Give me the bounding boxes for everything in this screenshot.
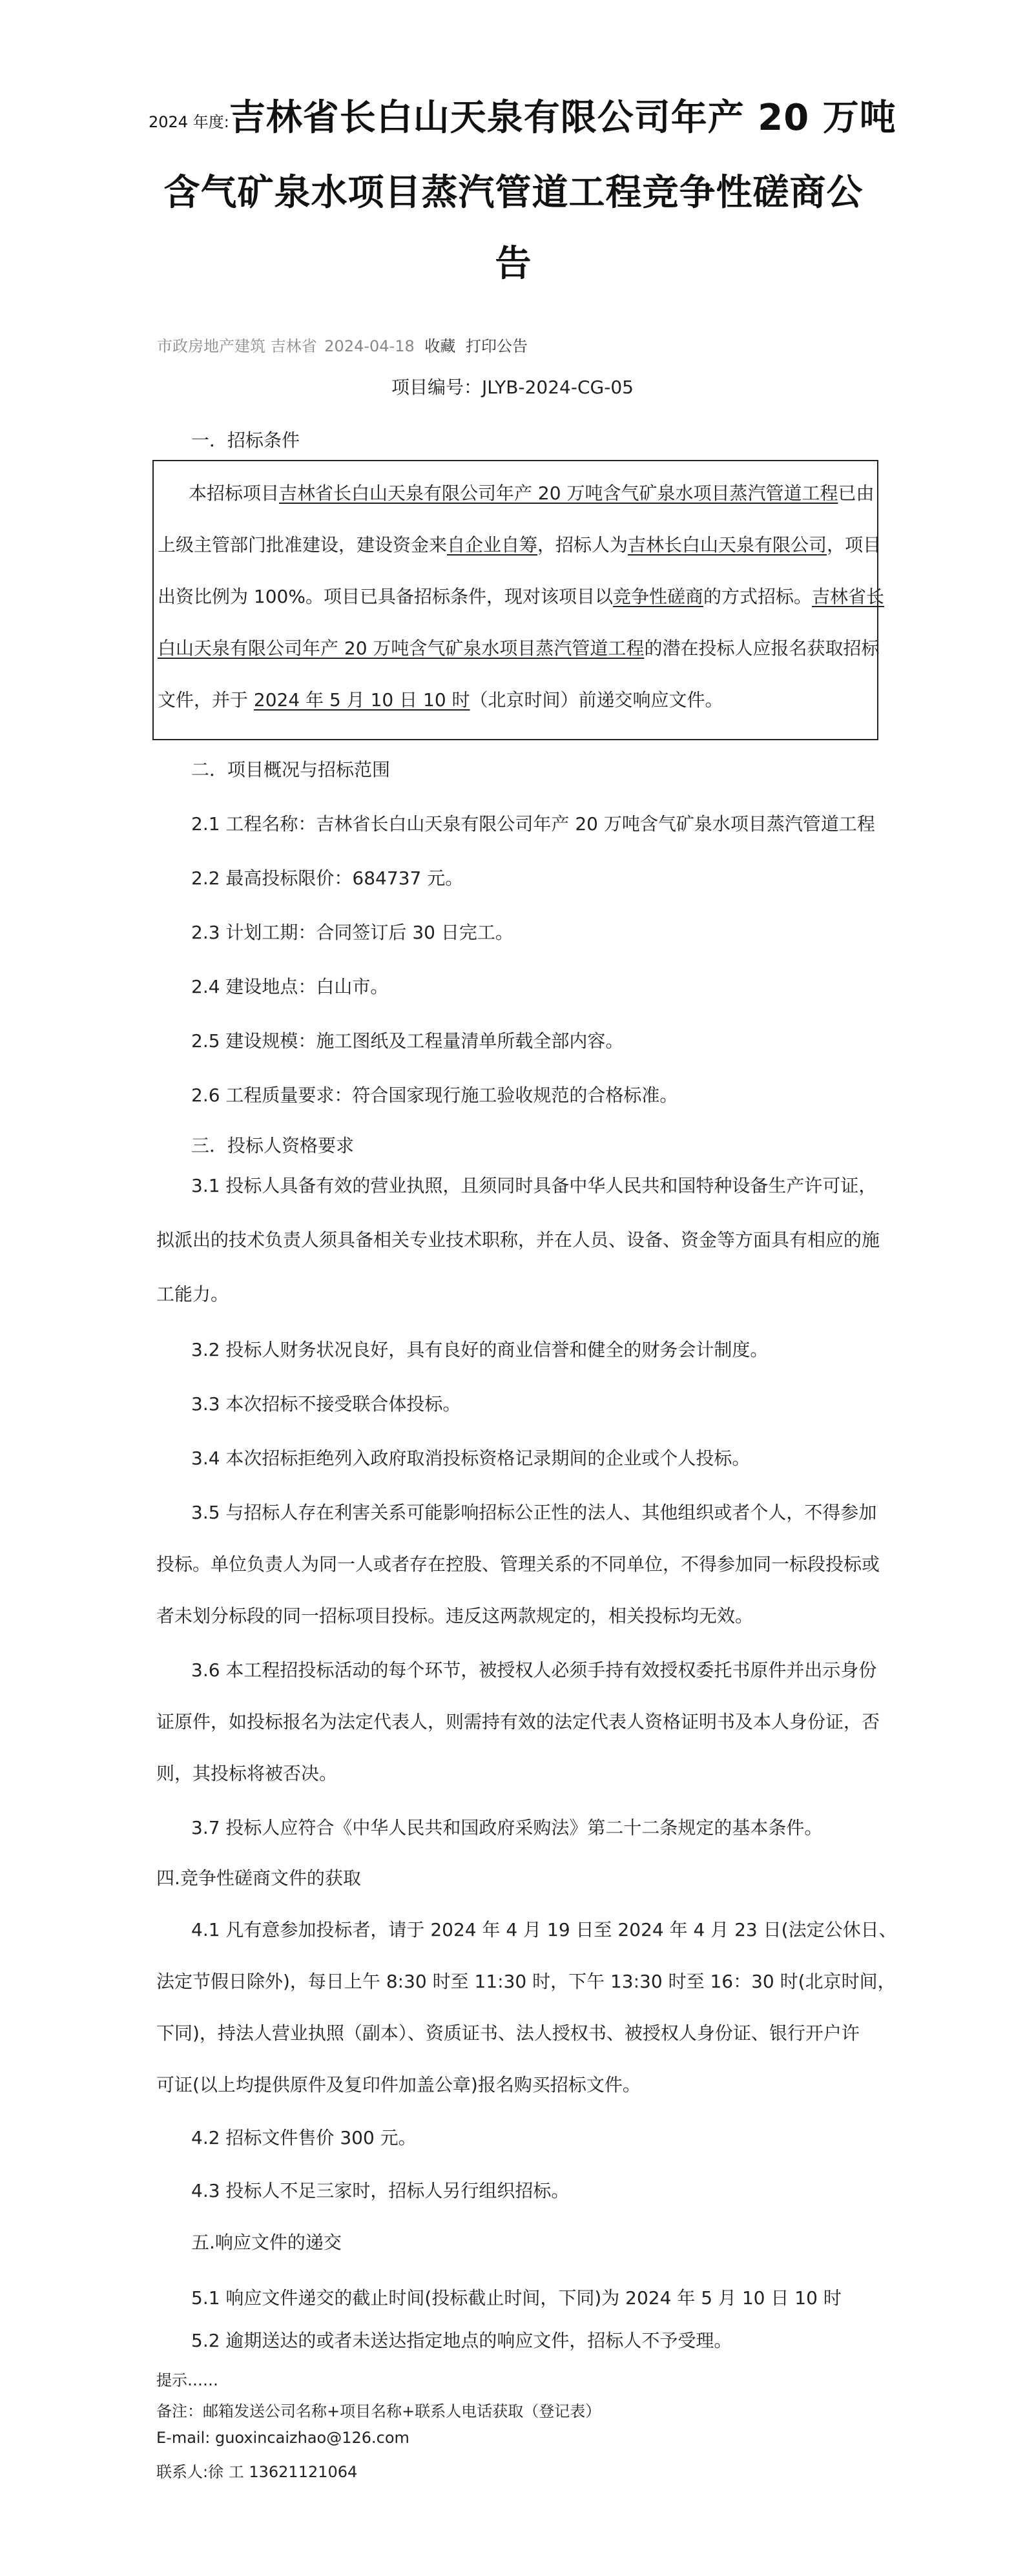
s1-method: 竞争性磋商 (612, 586, 703, 607)
s1-text: ，项目 (827, 534, 882, 556)
section-3-heading: 三．投标人资格要求 (191, 1135, 355, 1156)
s1-project-name: 吉林省长白山天泉有限公司年产 20 万吨含气矿泉水项目蒸汽管道工程 (279, 483, 838, 504)
title-text-1: 吉林省长白山天泉有限公司年产 20 万吨 (229, 97, 896, 139)
s3-p33: 3.3 本次招标不接受联合体投标。 (191, 1393, 461, 1415)
s1-line-4 (158, 634, 879, 660)
s1-text: 已由 (838, 483, 875, 504)
s1-line-3 (158, 583, 884, 608)
s1-text: 出资比例为 100%。项目已具备招标条件，现对该项目以 (158, 586, 613, 607)
s2-item-scale: 2.5 建设规模：施工图纸及工程量清单所载全部内容。 (191, 1030, 624, 1052)
s2-item-duration: 2.3 计划工期：合同签订后 30 日完工。 (191, 922, 513, 943)
s1-text: 的潜在投标人应报名获取招标 (644, 638, 880, 659)
s2-item-location: 2.4 建设地点：白山市。 (191, 976, 389, 997)
s4-p43: 4.3 投标人不足三家时，招标人另行组织招标。 (191, 2180, 570, 2201)
s3-p34: 3.4 本次招标拒绝列入政府取消投标资格记录期间的企业或个人投标。 (191, 1448, 751, 1469)
meta-region[interactable]: 吉林省 (270, 337, 317, 355)
s1-text: 的方式招标。 (703, 586, 812, 607)
s3-p36-line-2: 证原件，如投标报名为法定代表人，则需持有效的法定代表人资格证明书及本人身份证，否 (156, 1711, 880, 1732)
s4-p42: 4.2 招标文件售价 300 元。 (191, 2127, 417, 2148)
s3-p35-line-1: 3.5 与招标人存在利害关系可能影响招标公正性的法人、其他组织或者个人，不得参加 (191, 1502, 877, 1523)
section-5-heading: 五.响应文件的递交 (191, 2232, 342, 2253)
s1-line-5 (158, 686, 723, 712)
s3-p36-line-3: 则，其投标将被否决。 (156, 1763, 338, 1784)
footer-note: 备注：邮箱发送公司名称+项目名称+联系人电话获取（登记表） (156, 2402, 601, 2420)
s1-text: （北京时间）前递交响应文件。 (470, 689, 723, 711)
s3-p32: 3.2 投标人财务状况良好，具有良好的商业信誉和健全的财务会计制度。 (191, 1339, 769, 1360)
meta-bar (157, 333, 528, 356)
s1-funding: 自企业自筹 (447, 534, 538, 556)
s1-deadline: 2024 年 5 月 10 日 10 时 (253, 689, 470, 711)
footer-email[interactable]: E-mail: guoxincaizhao@126.com (156, 2429, 409, 2447)
meta-date: 2024-04-18 (324, 337, 415, 355)
s5-p52: 5.2 逾期送达的或者未送达指定地点的响应文件，招标人不予受理。 (191, 2330, 732, 2351)
s1-text: 上级主管部门批准建设，建设资金来 (158, 534, 448, 556)
s3-p35-line-2: 投标。单位负责人为同一人或者存在控股、管理关系的不同单位，不得参加同一标段投标或 (156, 1553, 880, 1575)
s3-p36-line-1: 3.6 本工程招投标活动的每个环节，被授权人必须手持有效授权委托书原件并出示身份 (191, 1659, 877, 1681)
s1-tenderer: 吉林长白山天泉有限公司 (628, 534, 827, 556)
s3-p31-line-3: 工能力。 (156, 1283, 229, 1305)
project-number: 项目编号：JLYB-2024-CG-05 (391, 377, 634, 398)
title-year-prefix: 2024 年度: (149, 113, 229, 131)
title-line-2: 含气矿泉水项目蒸汽管道工程竞争性磋商公 (163, 172, 864, 214)
section-4-heading: 四.竞争性磋商文件的获取 (156, 1867, 361, 1889)
s3-p35-line-3: 者未划分标段的同一招标项目投标。违反这两款规定的，相关投标均无效。 (156, 1605, 754, 1626)
s1-project-name-2b: 白山天泉有限公司年产 20 万吨含气矿泉水项目蒸汽管道工程 (158, 638, 645, 659)
title-line-3: 告 (495, 243, 532, 285)
s4-p41-line-2: 法定节假日除外)，每日上午 8:30 时至 11:30 时，下午 13:30 时至 16：30 时(北京时间， (156, 1971, 896, 1992)
s3-p31-line-2: 拟派出的技术负责人须具备相关专业技术职称，并在人员、设备、资金等方面具有相应的施 (156, 1229, 880, 1251)
section-2-heading: 二．项目概况与招标范围 (191, 759, 391, 780)
s2-item-quality: 2.6 工程质量要求：符合国家现行施工验收规范的合格标准。 (191, 1085, 678, 1106)
footer-contact: 联系人:徐 工 13621121064 (156, 2463, 358, 2481)
announcement-title (149, 83, 896, 300)
s1-line-1 (189, 479, 874, 505)
s1-text: 文件，并于 (158, 689, 254, 711)
favorite-link[interactable]: 收藏 (424, 337, 456, 355)
section-1-heading: 一．招标条件 (191, 430, 300, 451)
title-line-1 (149, 83, 896, 158)
footer-hint: 提示…… (156, 2371, 218, 2389)
s4-p41-line-1: 4.1 凡有意参加投标者，请于 2024 年 4 月 19 日至 2024 年 4 月 23 日(法定公休日、 (191, 1919, 897, 1940)
s2-item-price: 2.2 最高投标限价：684737 元。 (191, 867, 464, 889)
s1-line-2 (158, 531, 881, 557)
s3-p31-line-1: 3.1 投标人具备有效的营业执照，且须同时具备中华人民共和国特种设备生产许可证， (191, 1175, 877, 1196)
meta-category[interactable]: 市政房地产建筑 (157, 337, 265, 355)
s1-project-name-2a: 吉林省长 (811, 586, 884, 607)
tender-conditions-box (152, 460, 884, 740)
print-link[interactable]: 打印公告 (466, 337, 528, 355)
s2-item-name: 2.1 工程名称：吉林省长白山天泉有限公司年产 20 万吨含气矿泉水项目蒸汽管道工程 (191, 813, 875, 835)
s4-p41-line-4: 可证(以上均提供原件及复印件加盖公章)报名购买招标文件。 (156, 2074, 641, 2095)
s5-p51: 5.1 响应文件递交的截止时间(投标截止时间，下同)为 2024 年 5 月 10 日 10 时 (191, 2287, 842, 2309)
s3-p37: 3.7 投标人应符合《中华人民共和国政府采购法》第二十二条规定的基本条件。 (191, 1817, 823, 1838)
s4-p41-line-3: 下同)，持法人营业执照（副本）、资质证书、法人授权书、被授权人身份证、银行开户许 (156, 2022, 860, 2044)
s1-text: 本招标项目 (189, 483, 280, 504)
s1-text: ，招标人为 (537, 534, 628, 556)
